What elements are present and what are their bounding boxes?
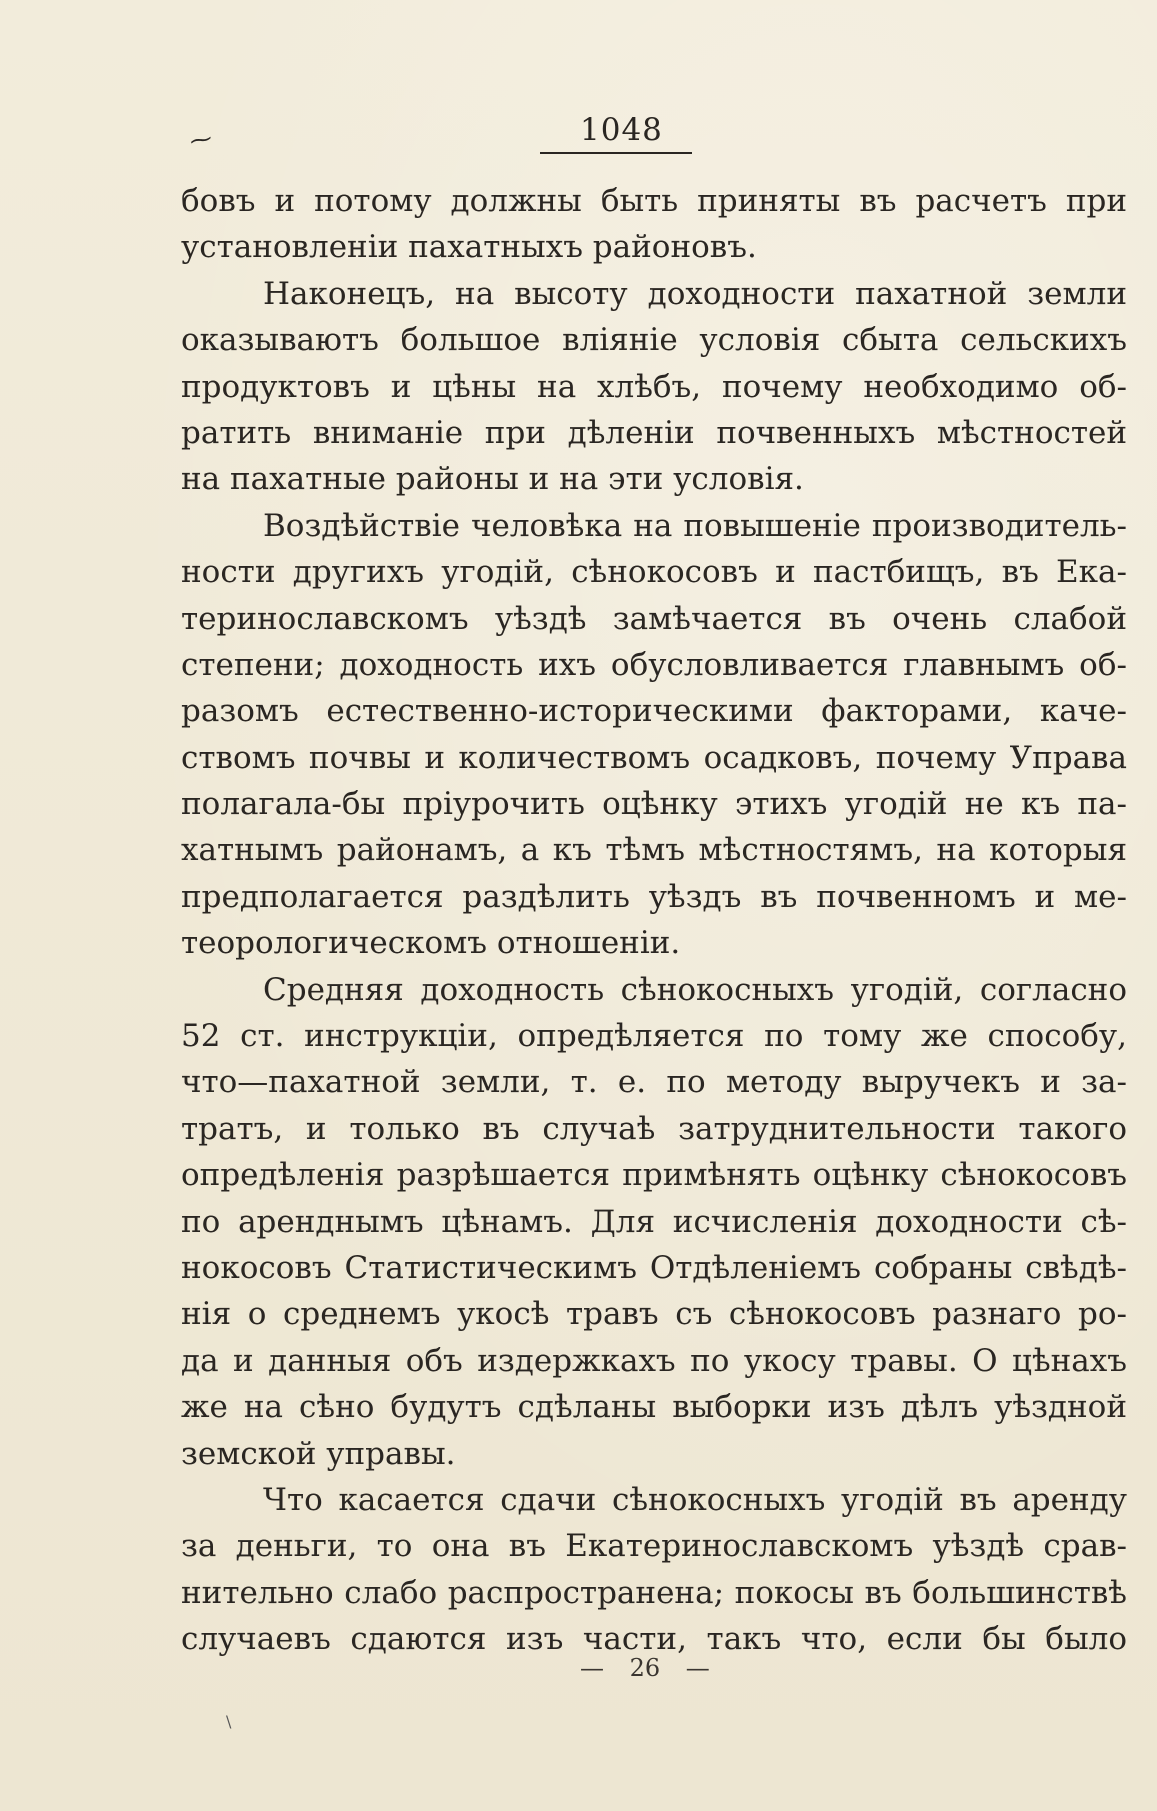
text-line: установленіи пахатныхъ районовъ. (181, 229, 757, 266)
text-line: на пахатные районы и на эти условія. (181, 461, 804, 498)
text-line: степени; доходность ихъ обусловливается главнымъ об- (181, 646, 1127, 683)
printer-signature: — 26 — (580, 1654, 710, 1682)
text-line: случаевъ сдаются изъ части, такъ что, если бы было (181, 1621, 1127, 1658)
text-line: опредѣленія разрѣшается примѣнять оцѣнку сѣнокосовъ (181, 1157, 1127, 1194)
header-ornament: ⁓ (187, 126, 215, 155)
text-line: оказываютъ большое вліяніе условія сбыта сельскихъ (181, 322, 1127, 359)
stray-mark: \ (226, 1712, 232, 1731)
text-line: да и данныя объ издержкахъ по укосу травы. О цѣнахъ (181, 1342, 1127, 1379)
text-line: теорологическомъ отношеніи. (181, 925, 681, 962)
text-line: Наконецъ, на высоту доходности пахатной земли (263, 275, 1127, 312)
text-line: ратить вниманіе при дѣленіи почвенныхъ мѣстностей (181, 414, 1127, 451)
text-line: ствомъ почвы и количествомъ осадковъ, почему Управа (181, 739, 1127, 776)
text-line: предполагается раздѣлить уѣздъ въ почвенномъ и ме- (181, 878, 1127, 915)
text-line: что—пахатной земли, т. е. по методу выручекъ и за- (181, 1064, 1127, 1101)
text-line: продуктовъ и цѣны на хлѣбъ, почему необходимо об- (181, 368, 1127, 405)
text-line: по аренднымъ цѣнамъ. Для исчисленія доходности сѣ- (181, 1203, 1127, 1240)
text-line: земской управы. (181, 1435, 456, 1472)
text-line: нительно слабо распространена; покосы въ большинствѣ (181, 1574, 1127, 1611)
page-number: 1048 (580, 112, 663, 148)
text-line: хатнымъ районамъ, а къ тѣмъ мѣстностямъ, на которыя (181, 832, 1127, 869)
text-line: Воздѣйствіе человѣка на повышеніе производитель- (263, 507, 1127, 544)
text-line: тратъ, и только въ случаѣ затруднительности такого (181, 1110, 1127, 1147)
text-line: полагала-бы пріурочить оцѣнку этихъ угодій не къ па- (181, 786, 1127, 823)
text-line: нія о среднемъ укосѣ травъ съ сѣнокосовъ разнаго ро- (181, 1296, 1127, 1333)
paragraph (181, 967, 1127, 1477)
paragraph (181, 1477, 1127, 1663)
paragraph (181, 178, 1127, 271)
text-line: теринославскомъ уѣздѣ замѣчается въ очень слабой (181, 600, 1127, 637)
text-line: же на сѣно будутъ сдѣланы выборки изъ дѣлъ уѣздной (181, 1389, 1127, 1426)
text-line: ности другихъ угодій, сѣнокосовъ и пастбищъ, въ Ека- (181, 554, 1127, 591)
text-line: Средняя доходность сѣнокосныхъ угодій, согласно (263, 971, 1127, 1008)
header-rule (540, 152, 692, 154)
paragraph (181, 503, 1127, 967)
body-text (181, 178, 1127, 1663)
text-line: Что касается сдачи сѣнокосныхъ угодій въ аренду (263, 1481, 1127, 1518)
text-line: 52 ст. инструкціи, опредѣляется по тому же способу, (181, 1018, 1127, 1055)
text-line: за деньги, то она въ Екатеринославскомъ уѣздѣ срав- (181, 1528, 1127, 1565)
paragraph (181, 271, 1127, 503)
text-line: разомъ естественно-историческими факторами, каче- (181, 693, 1127, 730)
text-line: нокосовъ Статистическимъ Отдѣленіемъ собраны свѣдѣ- (181, 1249, 1127, 1286)
text-line: бовъ и потому должны быть приняты въ расчетъ при (181, 183, 1127, 219)
